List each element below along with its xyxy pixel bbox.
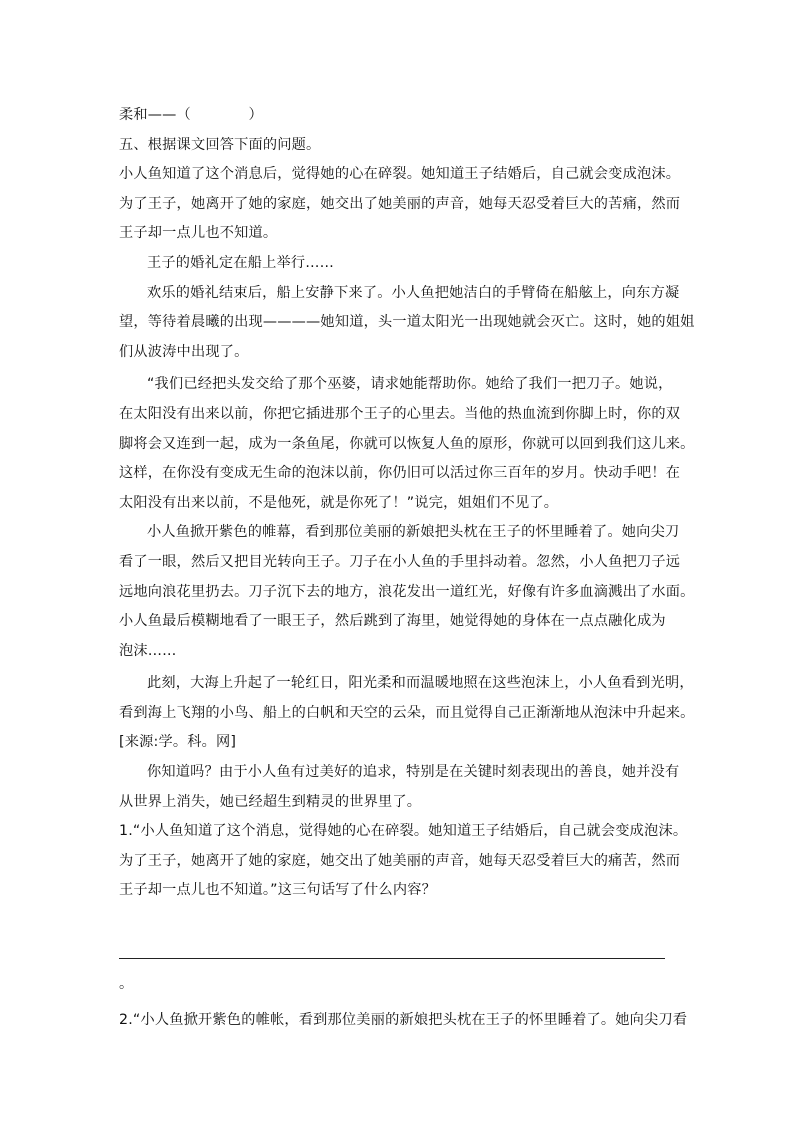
passage-paragraph-4 (119, 370, 695, 518)
passage-line: 远地向浪花里扔去。刀子沉下去的地方，浪花发出一道红光，好像有许多血滴溅出了水面。 (119, 583, 695, 600)
passage-line: 你知道吗？由于小人鱼有过美好的追求，特别是在关键时刻表现出的善良，她并没有 (147, 764, 680, 781)
source-note: [来源:学。科。网] (119, 734, 237, 751)
passage-line: 在太阳没有出来以前，你把它插进那个王子的心里去。当他的热血流到你脚上时，你的双 (119, 405, 681, 422)
passage-line: 小人鱼最后模糊地看了一眼王子，然后跳到了海里，她觉得她的身体在一点点融化成为 (119, 613, 666, 630)
passage-line: 小人鱼掀开紫色的帷幕，看到那位美丽的新娘把头枕在王子的怀里睡着了。她向尖刀 (147, 524, 680, 541)
passage-line: 这样，在你没有变成无生命的泡沫以前，你仍旧可以活过你三百年的岁月。快动手吧！在 (119, 465, 681, 482)
passage-line: 看到海上飞翔的小鸟、船上的白帆和天空的云朵，而且觉得自己正渐渐地从泡沫中升起来。 (119, 704, 695, 721)
passage-paragraph-2 (119, 249, 679, 279)
passage-line: 王子却一点儿也不知道。 (119, 225, 278, 242)
passage-line: 望，等待着晨曦的出现————她知道，头一道太阳光一出现她就会灭亡。这时，她的姐姐 (119, 314, 695, 331)
fill-blank-line: 柔和——（ ） (119, 107, 263, 123)
answer-line[interactable] (119, 958, 665, 959)
passage-paragraph-7 (119, 758, 679, 817)
passage-line: 太阳没有出来以前，不是他死，就是你死了！”说完，姐姐们不见了。 (119, 494, 559, 511)
question-line: 1.“小人鱼知道了这个消息，觉得她的心在碎裂。她知道王子结婚后，自己就会变成泡沫。 (119, 823, 688, 840)
passage-line: 小人鱼知道了这个消息后，觉得她的心在碎裂。她知道王子结婚后，自己就会变成泡沫。 (119, 166, 681, 183)
passage-line: 王子的婚礼定在船上举行…… (147, 254, 335, 271)
document-body (119, 101, 695, 906)
question-2: 2.“小人鱼掀开紫色的帷帐，看到那位美丽的新娘把头枕在王子的怀里睡着了。她向尖刀看 (119, 1012, 688, 1028)
question-1 (119, 817, 688, 906)
passage-line: 欢乐的婚礼结束后，船上安静下来了。小人鱼把她洁白的手臂倚在船舷上，向东方凝 (147, 284, 680, 301)
passage-line: 脚将会又连到一起，成为一条鱼尾，你就可以恢复人鱼的原形，你就可以回到我们这儿来。 (119, 435, 695, 452)
passage-paragraph-1 (119, 160, 679, 249)
passage-line: 为了王子，她离开了她的家庭，她交出了她美丽的声音，她每天忍受着巨大的苦痛，然而 (119, 195, 681, 212)
passage-paragraph-6 (119, 669, 695, 758)
passage-paragraph-3 (119, 279, 695, 368)
passage-line: 们从波涛中出现了。 (119, 343, 249, 360)
passage-line: 泡沫…… (119, 642, 177, 659)
passage-line: “我们已经把头发交给了那个巫婆，请求她能帮助你。她给了我们一把刀子。她说， (147, 376, 673, 393)
answer-end-mark: 。 (119, 976, 134, 992)
question-line: 为了王子，她离开了她的家庭，她交出了她美丽的声音，她每天忍受着巨大的痛苦，然而 (119, 852, 681, 869)
question-line: 王子却一点儿也不知道。”这三句话写了什么内容？ (119, 882, 436, 899)
passage-line: 从世界上消失，她已经超生到精灵的世界里了。 (119, 793, 422, 810)
passage-line: 看了一眼，然后又把目光转向王子。刀子在小人鱼的手里抖动着。忽然，小人鱼把刀子远 (119, 553, 681, 570)
passage-line: 此刻，大海上升起了一轮红日，阳光柔和而温暖地照在这些泡沫上，小人鱼看到光明， (147, 675, 694, 692)
section-title: 五、根据课文回答下面的问题。 (119, 136, 321, 153)
passage-paragraph-5 (119, 518, 695, 666)
